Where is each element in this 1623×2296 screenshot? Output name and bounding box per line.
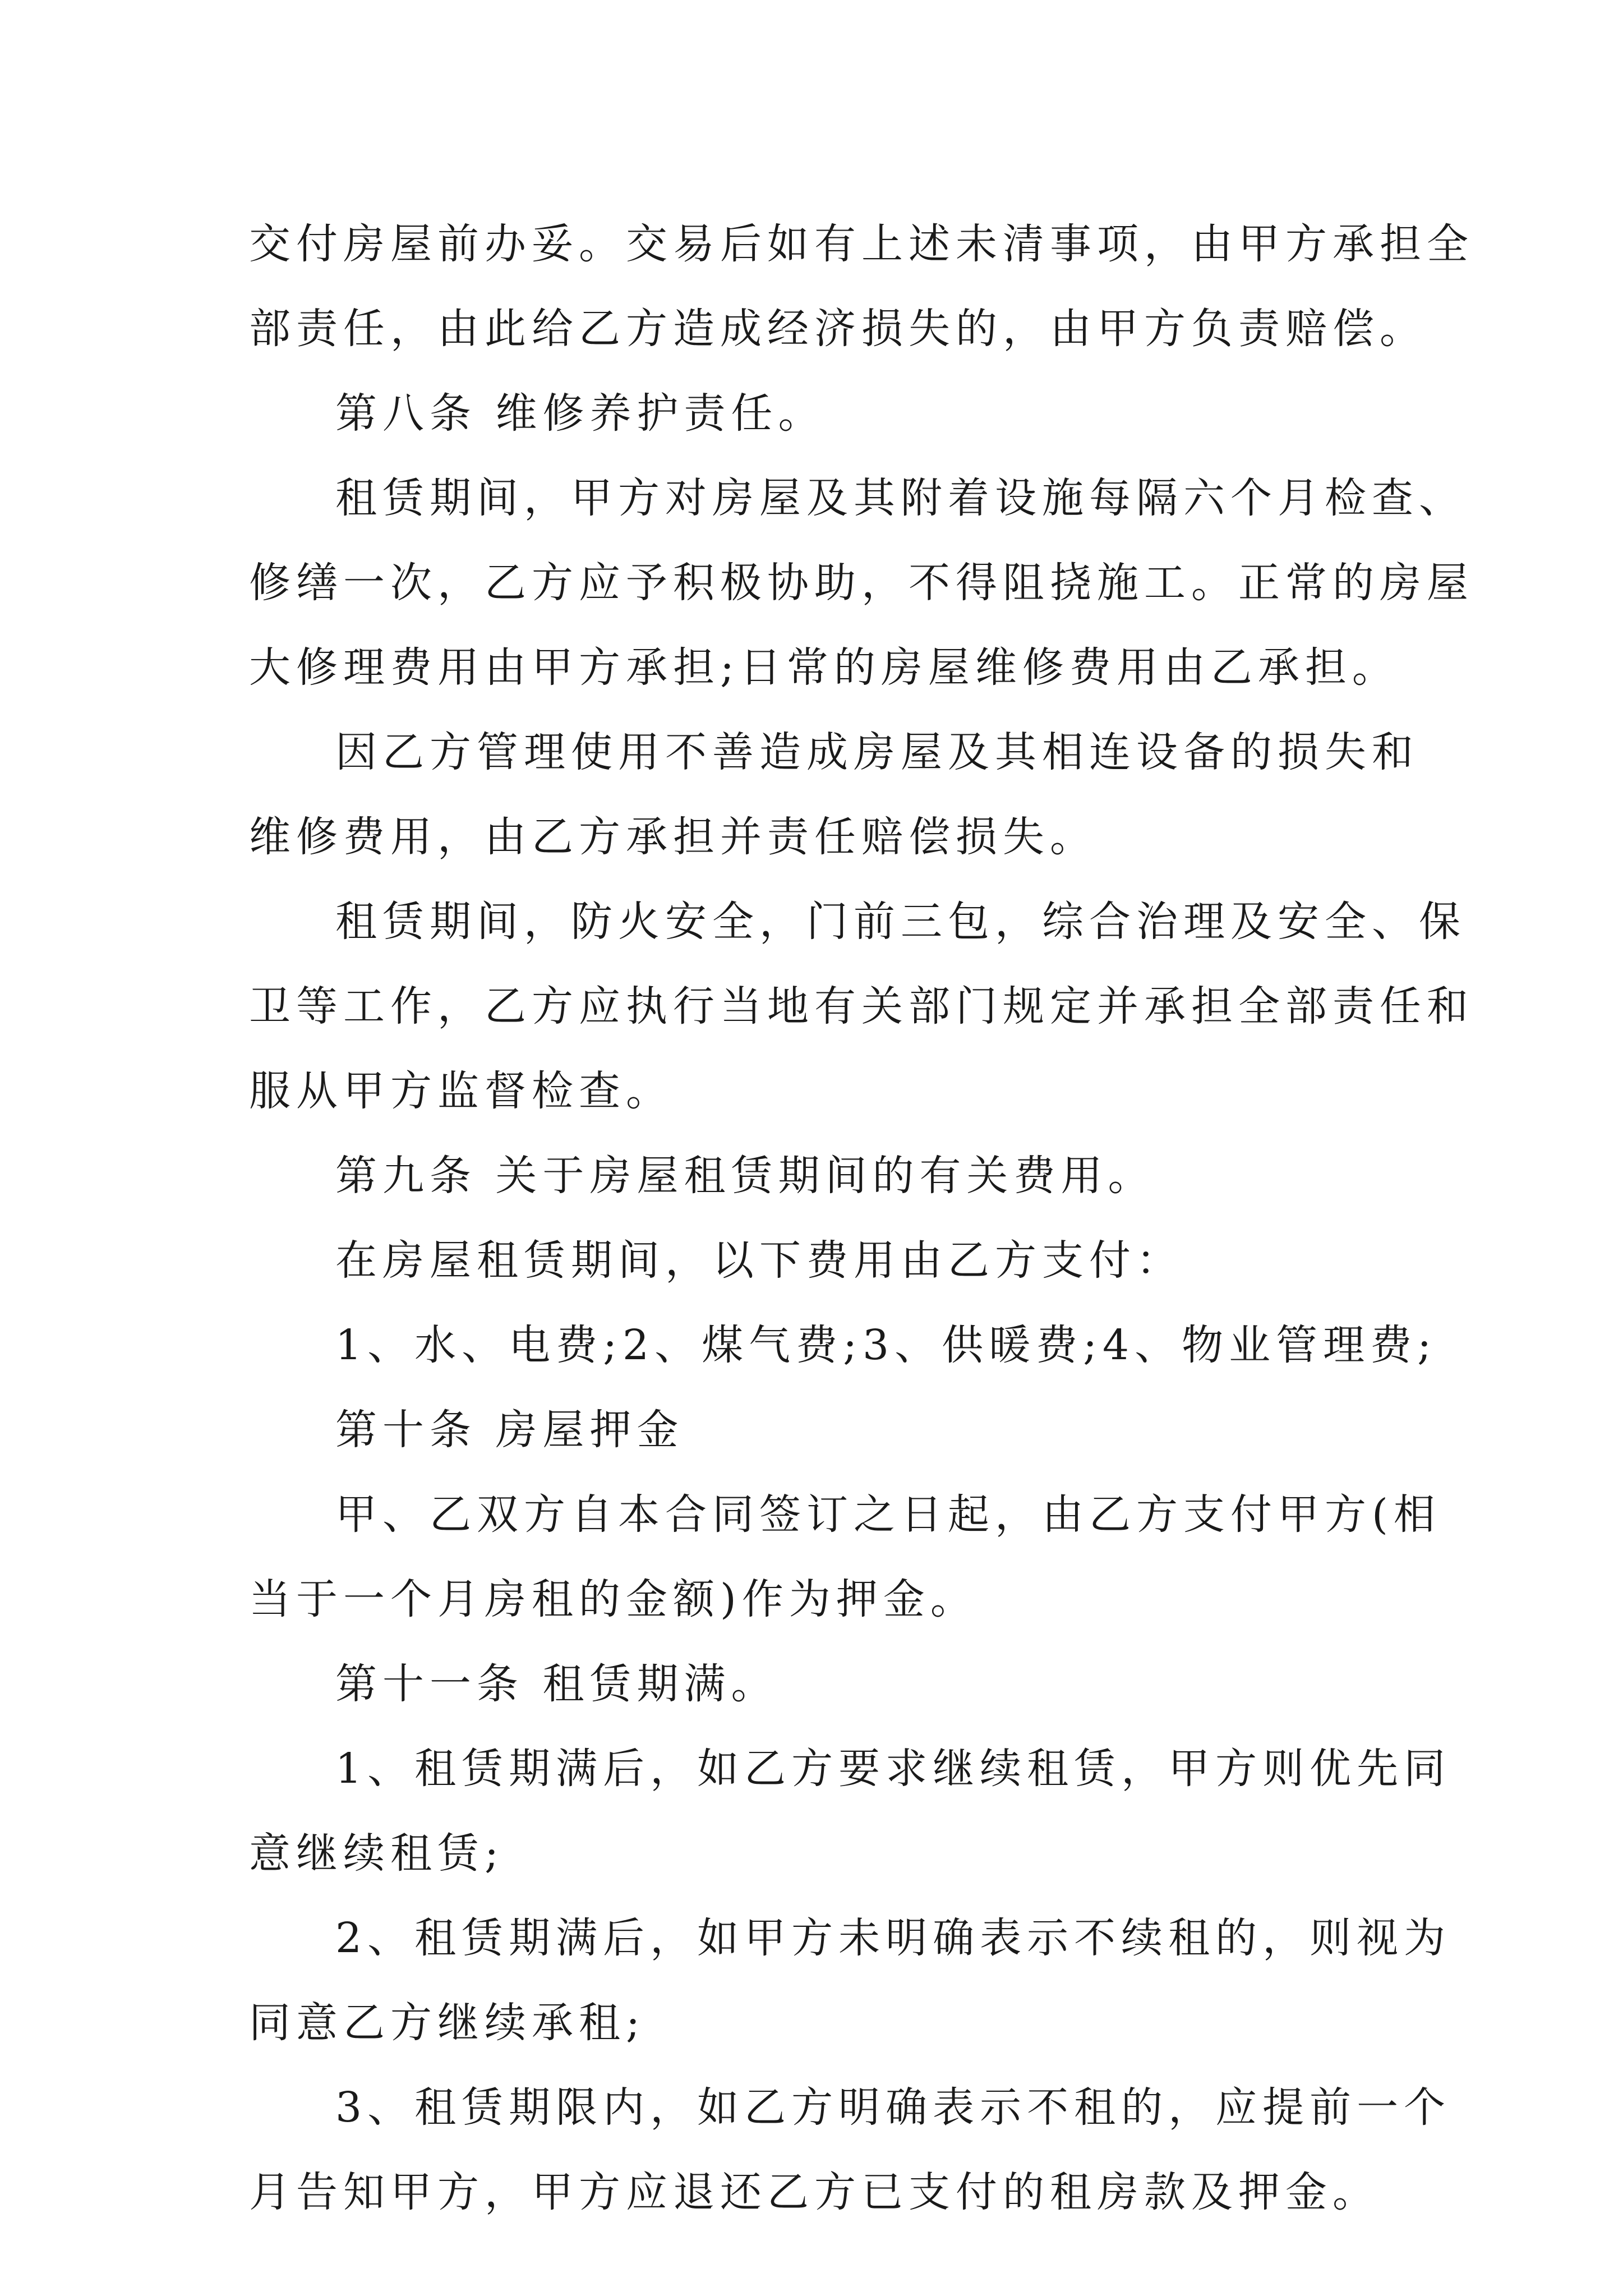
text-line: 因乙方管理使用不善造成房屋及其相连设备的损失和 <box>335 728 1419 776</box>
text-line: 交付房屋前办妥。交易后如有上述未清事项，由甲方承担全 <box>249 220 1474 268</box>
paragraph <box>249 202 1474 371</box>
paragraph <box>249 2065 1451 2235</box>
paragraph <box>249 1473 1441 1642</box>
paragraph <box>249 880 1474 1134</box>
text-line: 1、租赁期满后，如乙方要求继续租赁，甲方则优先同 <box>335 1745 1451 1793</box>
text-line: 租赁期间，甲方对房屋及其附着设施每隔六个月检查、 <box>335 474 1466 522</box>
text-line: 意继续租赁; <box>249 1829 504 1878</box>
text-line: 第十条 房屋押金 <box>335 1406 684 1454</box>
text-line: 在房屋租赁期间，以下费用由乙方支付： <box>335 1236 1183 1285</box>
text-line: 同意乙方继续承租; <box>249 1999 645 2047</box>
text-line: 第十一条 租赁期满。 <box>335 1660 778 1708</box>
text-line: 第九条 关于房屋租赁期间的有关费用。 <box>335 1152 1155 1200</box>
text-line: 修缮一次，乙方应予积极协助，不得阻挠施工。正常的房屋 <box>249 559 1474 607</box>
article-heading <box>249 1388 1393 1473</box>
text-line: 维修费用，由乙方承担并责任赔偿损失。 <box>249 813 1097 861</box>
paragraph <box>249 1218 1393 1303</box>
text-line: 1、水、电费;2、煤气费;3、供暖费;4、物业管理费; <box>335 1321 1437 1369</box>
text-line: 甲、乙双方自本合同签订之日起，由乙方支付甲方(相 <box>335 1490 1441 1539</box>
paragraph <box>249 710 1419 880</box>
text-line: 2、租赁期满后，如甲方未明确表示不续租的，则视为 <box>335 1914 1451 1962</box>
text-line: 服从甲方监督检查。 <box>249 1067 673 1115</box>
article-heading <box>249 1134 1393 1218</box>
text-line: 当于一个月房租的金额)作为押金。 <box>249 1575 978 1623</box>
document-body <box>249 202 1474 2235</box>
paragraph <box>249 456 1474 710</box>
text-line: 3、租赁期限内，如乙方明确表示不租的，应提前一个 <box>335 2083 1451 2132</box>
text-line: 部责任，由此给乙方造成经济损失的，由甲方负责赔偿。 <box>249 305 1427 353</box>
article-heading <box>249 371 1393 456</box>
article-heading <box>249 1642 1393 1727</box>
text-line: 大修理费用由甲方承担;日常的房屋维修费用由乙承担。 <box>249 643 1399 692</box>
paragraph <box>249 1727 1451 1896</box>
text-line: 租赁期间，防火安全，门前三包，综合治理及安全、保 <box>335 898 1466 946</box>
paragraph <box>249 1896 1451 2065</box>
text-line: 月告知甲方，甲方应退还乙方已支付的租房款及押金。 <box>249 2168 1380 2216</box>
text-line: 卫等工作，乙方应执行当地有关部门规定并承担全部责任和 <box>249 982 1474 1030</box>
text-line: 第八条 维修养护责任。 <box>335 389 826 438</box>
paragraph <box>249 1303 1437 1388</box>
